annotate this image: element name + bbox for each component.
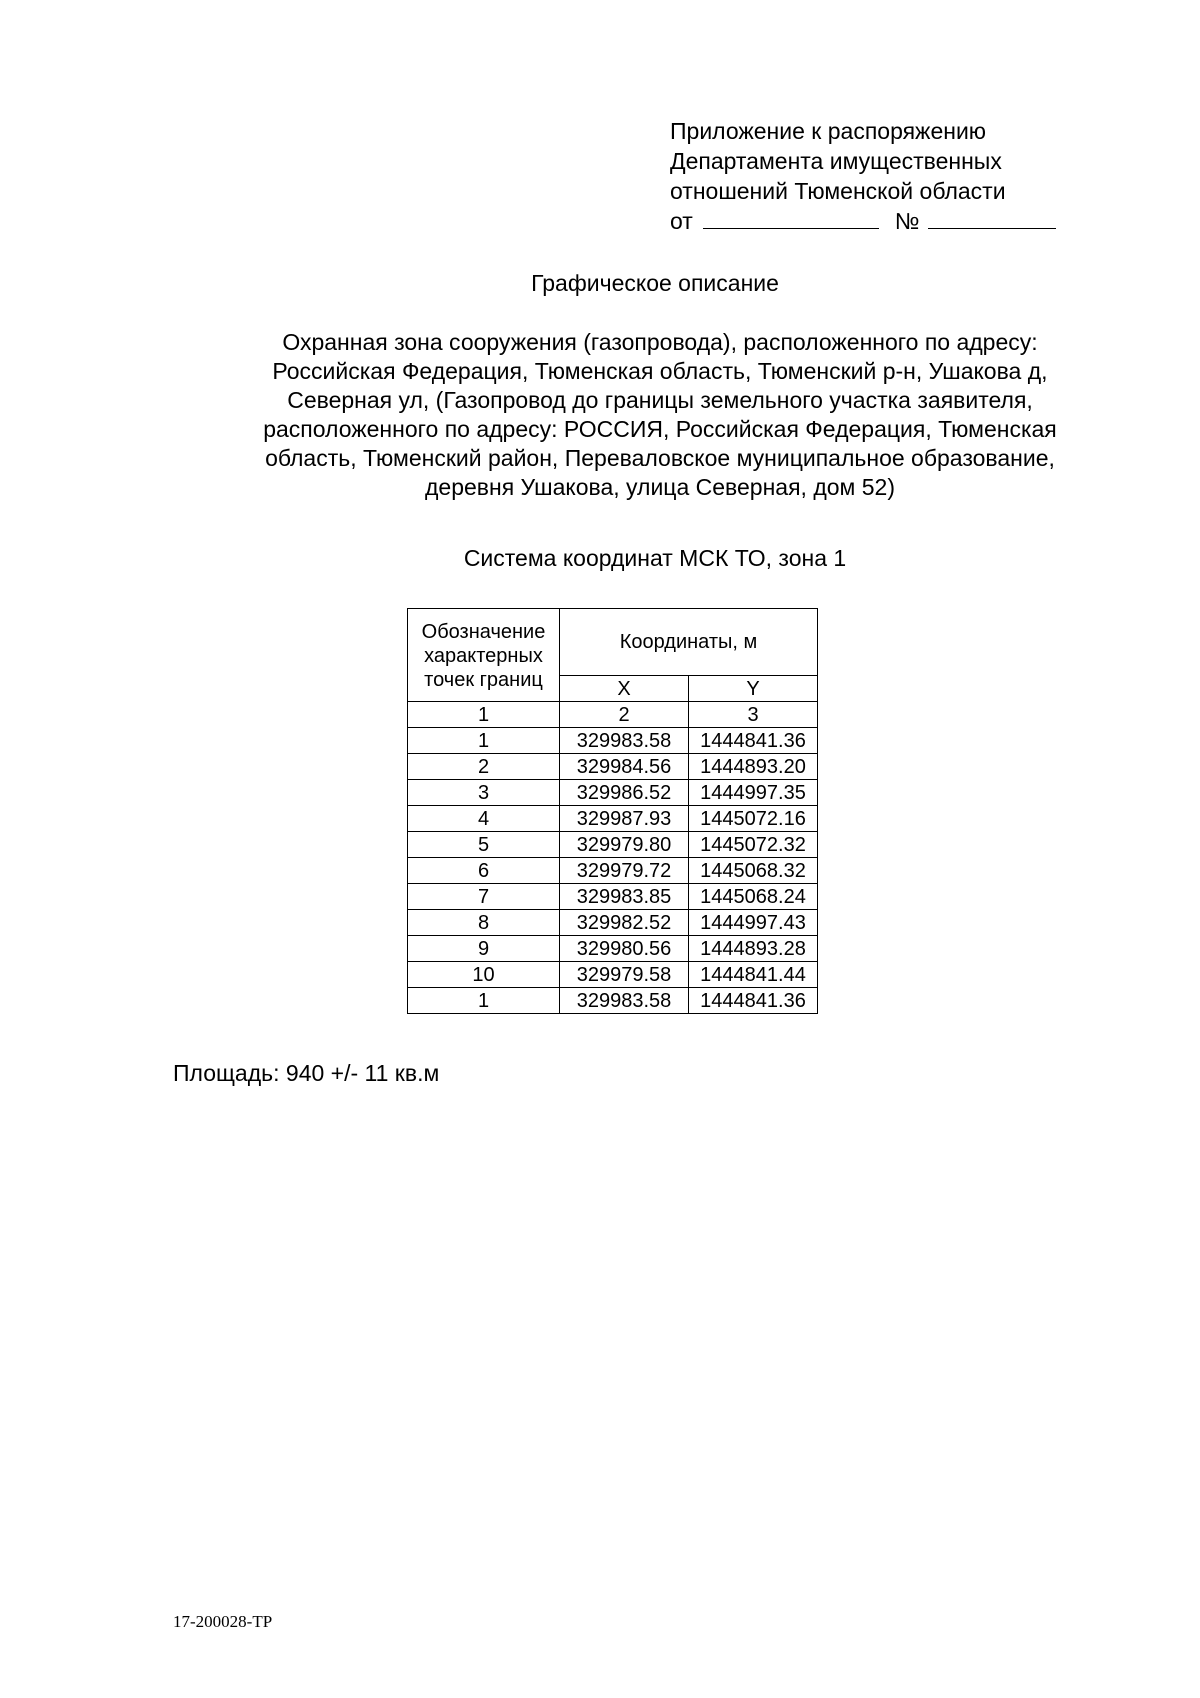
header-text: Обозначение (421, 621, 546, 643)
coordinate-system: Система координат МСК ТО, зона 1 (463, 545, 847, 571)
table-row (408, 884, 818, 910)
date-number-line (670, 206, 1056, 236)
appendix-header-line: Департамента имущественных (670, 148, 1002, 174)
appendix-header-line: отношений Тюменской области (670, 178, 1006, 204)
appendix-header-line: Приложение к распоряжению (670, 118, 987, 144)
header-x: X (560, 676, 689, 702)
area-value: Площадь: 940 +/- 11 кв.м (173, 1060, 440, 1086)
cell-x: 329984.56 (560, 754, 689, 780)
cell-x: 329979.72 (560, 858, 689, 884)
cell-x: 329987.93 (560, 806, 689, 832)
cell-y: 1444841.44 (689, 962, 818, 988)
document-code: 17-200028-TP (173, 1612, 273, 1631)
cell-point: 7 (408, 884, 560, 910)
description-line: Охранная зона сооружения (газопровода), расположенного по адресу: (282, 329, 1038, 355)
cell-x: 329983.58 (560, 988, 689, 1014)
table-row (408, 962, 818, 988)
description-line: расположенного по адресу: РОССИЯ, Российская Федерация, Тюменская (263, 416, 1057, 442)
cell-x: 329983.58 (560, 728, 689, 754)
cell-y: 1445072.32 (689, 832, 818, 858)
column-number: 3 (689, 702, 818, 728)
description-line: Российская Федерация, Тюменская область, Тюменский р-н, Ушакова д, (272, 358, 1048, 384)
column-number: 2 (560, 702, 689, 728)
cell-y: 1444841.36 (689, 728, 818, 754)
table-row (408, 780, 818, 806)
cell-point: 8 (408, 910, 560, 936)
cell-point: 6 (408, 858, 560, 884)
cell-x: 329983.85 (560, 884, 689, 910)
column-number-row (408, 702, 818, 728)
description-line: Северная ул, (Газопровод до границы земельного участка заявителя, (287, 387, 1033, 413)
header-y: Y (689, 676, 818, 702)
cell-y: 1444893.20 (689, 754, 818, 780)
cell-y: 1445068.32 (689, 858, 818, 884)
cell-point: 9 (408, 936, 560, 962)
coordinates-table (407, 608, 818, 1014)
cell-x: 329979.58 (560, 962, 689, 988)
document-title: Графическое описание (531, 270, 779, 296)
date-blank (703, 208, 879, 229)
cell-y: 1444893.28 (689, 936, 818, 962)
cell-y: 1445068.24 (689, 884, 818, 910)
table-row (408, 806, 818, 832)
table-row (408, 728, 818, 754)
header-coordinates: Координаты, м (560, 609, 818, 676)
cell-x: 329986.52 (560, 780, 689, 806)
cell-point: 4 (408, 806, 560, 832)
cell-point: 2 (408, 754, 560, 780)
cell-y: 1444841.36 (689, 988, 818, 1014)
table-header-row (408, 609, 818, 676)
zone-description (190, 328, 1130, 502)
table-row (408, 832, 818, 858)
header-text: характерных (424, 645, 543, 667)
cell-point: 10 (408, 962, 560, 988)
cell-point: 1 (408, 988, 560, 1014)
date-prefix: от (670, 208, 693, 234)
cell-y: 1445072.16 (689, 806, 818, 832)
table-row (408, 988, 818, 1014)
cell-y: 1444997.35 (689, 780, 818, 806)
number-prefix: № (894, 208, 920, 234)
table-row (408, 910, 818, 936)
cell-point: 1 (408, 728, 560, 754)
cell-x: 329982.52 (560, 910, 689, 936)
table-row (408, 936, 818, 962)
header-point-designation (408, 609, 560, 702)
description-line: область, Тюменский район, Переваловское муниципальное образование, (265, 445, 1055, 471)
header-text: точек границ (424, 669, 543, 691)
cell-x: 329979.80 (560, 832, 689, 858)
table-row (408, 858, 818, 884)
description-line: деревня Ушакова, улица Северная, дом 52) (425, 474, 895, 500)
table-row (408, 754, 818, 780)
cell-x: 329980.56 (560, 936, 689, 962)
column-number: 1 (408, 702, 560, 728)
number-blank (928, 208, 1056, 229)
cell-y: 1444997.43 (689, 910, 818, 936)
appendix-header (670, 116, 1056, 236)
cell-point: 5 (408, 832, 560, 858)
cell-point: 3 (408, 780, 560, 806)
